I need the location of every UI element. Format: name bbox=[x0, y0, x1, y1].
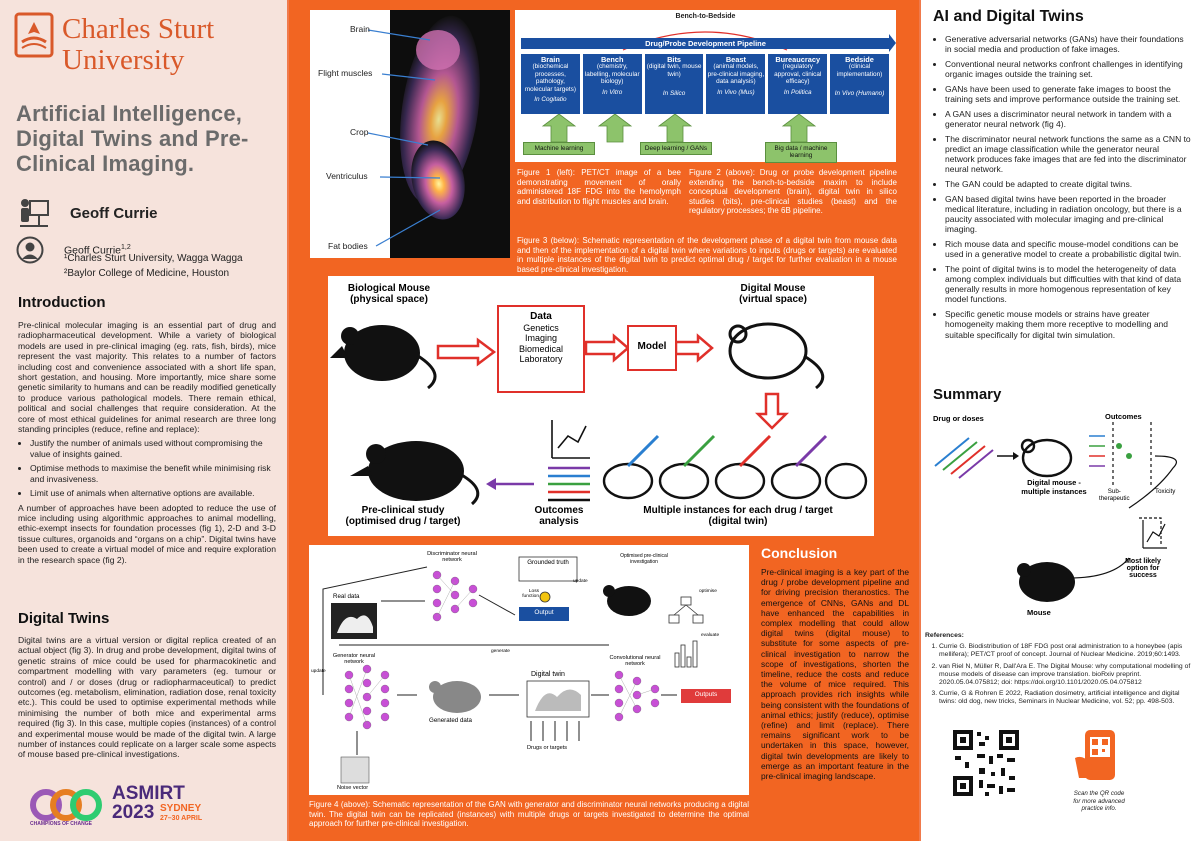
ai-digital-twins-bullets bbox=[933, 34, 1191, 340]
ai-digital-twins-heading: AI and Digital Twins bbox=[933, 8, 1084, 25]
list-item: • GANs have been used to generate fake images to boost the training sets and improve performance outside the training set. bbox=[945, 84, 1191, 104]
preclinical-mouse-icon bbox=[350, 441, 478, 504]
model-box: Model bbox=[637, 341, 667, 352]
reference-item: 1. Currie G. Biodistribution of 18F FDG post oral administration to a honeybee (apis mellifera); PET/CT proof of concept. Journal of Nuclear Medicine. 2019;60:1493. bbox=[939, 643, 1195, 659]
generated-mouse-icon bbox=[429, 681, 481, 713]
reference-item: 2. van Riel N, Müller R, Dall'Ara E. The Digital Mouse: why computational modelling of mouse models of disease can improve translation. bioRxiv preprint. 2020.05.04.075812; doi: https://doi.org/10.1101/2020.05.04.075812 bbox=[939, 663, 1195, 688]
biological-mouse-icon bbox=[330, 325, 435, 388]
optimise-label: optimise bbox=[699, 589, 717, 594]
outcomes-chart-icon bbox=[552, 420, 590, 458]
bench-to-bedside-label: Bench-to-Bedside bbox=[675, 13, 736, 20]
stage-brain: Brain (biochemical processes, pathology, molecular targets) In Cogitatio bbox=[521, 54, 580, 114]
figure-4-gan bbox=[309, 545, 749, 795]
label-fat-bodies: Fat bodies bbox=[328, 241, 368, 251]
generator-label: Generator neural network bbox=[332, 653, 376, 665]
conference-city: SYDNEY bbox=[160, 803, 202, 814]
list-item: • The discriminator neural network functions the same as a CNN to predict an image classification while the generator neural network produces fake images that are fed into the discriminator neural network. bbox=[945, 134, 1191, 175]
conference-name: ASMIRT bbox=[112, 783, 185, 804]
university-name-line2: University bbox=[62, 44, 185, 76]
poster-title: Artificial Intelligence, Digital Twins and Pre-Clinical Imaging. bbox=[16, 101, 249, 176]
most-likely-label: Most likely option for success bbox=[1125, 558, 1161, 579]
input-machine-learning: Machine learning bbox=[523, 142, 595, 155]
digital-twins-paragraph: Digital twins are a virtual version or digital replica created of an actual object (fig 3). In drug and probe development, digital twins of genetic strains of mice could be used for pharmacokinetic and compartment modelling with vary parameters (eg. tumour or control) and / or doses (drug or radiopharmaceutical) to predict outcomes (eg. metabolism, elimination, radiation dose, renal toxicity etc.). This could be used to optimise experimental methods while minimising the number of both mice and experimental arms required (fig 3). In this case, multiple copies (instances) of a control and experimental mouse would be made of the digital twin. A large number of instances could replicate on a larger scale some aspects of mouse based pre-clinical investigations. bbox=[18, 635, 276, 760]
list-item: • Justify the number of animals used without compromising the value of insights gained. bbox=[30, 438, 276, 459]
update-label: update bbox=[573, 579, 588, 584]
figure-1-caption: Figure 1 (left): PET/CT image of a bee demonstrating movement of orally administered 18F FDG into the hemolymph and distribution to flight muscles and brain. bbox=[517, 168, 681, 206]
figure-2-pipeline bbox=[515, 10, 896, 162]
mouse-icon bbox=[1017, 562, 1075, 602]
list-item: • Optimise methods to maximise the benefit while minimising risk and invasiveness. bbox=[30, 463, 276, 484]
digital-mouse-label: Digital Mouse (virtual space) bbox=[739, 283, 807, 305]
references-section bbox=[925, 632, 1195, 707]
optimised-mouse-icon bbox=[603, 585, 651, 616]
figure-4-drawing bbox=[309, 545, 749, 795]
real-data-label: Real data bbox=[333, 593, 360, 600]
syringe-icon bbox=[935, 438, 993, 478]
reference-item: 3. Currie, G & Rohren E 2022, Radiation dosimetry, artificial intelligence and digital twins: old dog, new tricks, Seminars in Nuclear Medicine, vol. 52; pp. 498-503. bbox=[939, 690, 1195, 706]
right-column bbox=[919, 0, 1200, 841]
summary-drawing bbox=[929, 408, 1195, 628]
drug-doses-label: Drug or doses bbox=[933, 414, 984, 423]
references-heading: References: bbox=[925, 632, 964, 639]
presenter-row bbox=[16, 196, 158, 230]
update-label-2: update bbox=[311, 669, 326, 674]
cnn-label: Convolutional neural network bbox=[609, 655, 661, 667]
list-item: • The GAN could be adapted to create digital twins. bbox=[945, 179, 1191, 189]
summary-diagram bbox=[929, 408, 1195, 628]
presenter-name: Geoff Currie bbox=[70, 204, 158, 222]
digital-mouse-outline-icon bbox=[730, 324, 823, 388]
drugs-targets-label: Drugs or targets bbox=[527, 745, 568, 751]
figure-4-caption: Figure 4 (above): Schematic representation of the GAN with generator and discriminator neural networks producing a digital twin. The digital twin can be replicated (instances) with multiple drugs or targets investigated to determine the optimal approach for further pre-clinical investigation. bbox=[309, 800, 749, 829]
introduction-paragraph-1: Pre-clinical molecular imaging is an essential part of drug and radiopharmaceutical development. While a variety of biological models are used in pre-clinical imaging (eg. rats, fish, birds), mice represent the vast majority. This relates to a number of factors including cost and convenience associated with a short life span, short gestation, and housing. More importantly, mice share some genetic similarity to humans and can be readily modified genetically to produce various pathological models. There remain ethical, political and social challenges that require consideration. At the core of most ethical guidelines for animal research are three long standing principles (reduce, refine and replace): bbox=[18, 320, 276, 435]
generate-label: generate bbox=[491, 649, 510, 654]
digital-twins-heading: Digital Twins bbox=[18, 610, 110, 627]
affiliations bbox=[64, 251, 243, 281]
summary-heading: Summary bbox=[933, 386, 1002, 403]
figure-3-caption: Figure 3 (below): Schematic representation of the development phase of a digital twin from mouse data and then of the implementation of a digital twin where variations to inputs (drugs or targets) are evaluated in multiple instances of the digital twin to predict optimal drug / target for further evaluation in a mouse based pre-clinical investigation. bbox=[517, 236, 897, 274]
presenter-icon bbox=[16, 196, 50, 230]
digital-mouse-label: Digital mouse - multiple instances bbox=[1021, 478, 1087, 496]
digital-twins-section bbox=[18, 610, 276, 760]
evaluate-label: evaluate bbox=[701, 633, 720, 638]
label-brain: Brain bbox=[350, 24, 370, 34]
author-name: Geoff Currie$^{1,2}$ bbox=[64, 243, 131, 257]
ai-digital-twins-section bbox=[933, 8, 1191, 344]
preclinical-study-label: Pre-clinical study (optimised drug / target) bbox=[345, 505, 461, 527]
affiliation-2: ²Baylor College of Medicine, Houston bbox=[64, 268, 230, 279]
grounded-truth-label: Grounded truth bbox=[527, 559, 569, 566]
qr-code[interactable] bbox=[951, 728, 1021, 798]
figure-3-drawing bbox=[328, 276, 874, 536]
qr-caption: Scan the QR code for more advanced practice info. bbox=[1073, 790, 1125, 812]
stage-bureaucracy: Bureaucracy (regulatory approval, clinical efficacy) In Politica bbox=[768, 54, 827, 114]
label-crop: Crop bbox=[350, 127, 369, 137]
conclusion-heading: Conclusion bbox=[761, 545, 838, 561]
digital-twin-label: Digital twin bbox=[531, 671, 565, 678]
loss-function-label: Loss function bbox=[522, 589, 539, 599]
label-flight-muscles: Flight muscles bbox=[318, 68, 373, 78]
noise-vector-label: Noise vector bbox=[337, 785, 369, 791]
university-crest-icon bbox=[14, 12, 54, 62]
list-item: • Rich mouse data and specific mouse-model conditions can be used in a generative model to create a probabilistic digital twin. bbox=[945, 239, 1191, 259]
stage-bench: Bench (chemistry, labelling, molecular biology) In Vitro bbox=[583, 54, 642, 114]
digital-mouse-outline-icon bbox=[1022, 440, 1071, 476]
list-item: • Generative adversarial networks (GANs) have their foundations in social media and production of fake images. bbox=[945, 34, 1191, 54]
discriminator-label: Discriminator neural network bbox=[427, 551, 477, 563]
pipeline-title: Drug/Probe Development Pipeline bbox=[645, 39, 766, 48]
introduction-heading: Introduction bbox=[18, 294, 106, 311]
mouse-label: Mouse bbox=[1027, 608, 1051, 617]
stage-bedside: Bedside (clinical implementation) In Vivo (Humano) bbox=[830, 54, 889, 114]
references-list bbox=[925, 643, 1195, 706]
conclusion-section bbox=[761, 545, 909, 781]
stage-bits: Bits (digital twin, mouse twin) In Silico bbox=[645, 54, 704, 114]
university-name-line1: Charles Sturt bbox=[62, 13, 215, 45]
figure-2-caption: Figure 2 (above): Drug or probe development pipeline extending the bench-to-bedside maxim to include conceptual development (brain), digital twin in silico studies (bits), pre-clinical studies (beast) and the regulatory processes; the 6B pipeline. bbox=[689, 168, 897, 216]
introduction-section bbox=[18, 294, 276, 565]
input-deep-learning: Deep learning / GANs bbox=[640, 142, 712, 155]
stage-beast: Beast (animal models, pre-clinical imaging, data analysis) In Vivo (Mus) bbox=[706, 54, 765, 114]
left-column bbox=[0, 0, 289, 841]
list-item: • A GAN uses a discriminator neural network in tandem with a generator neural network (fig 4). bbox=[945, 109, 1191, 129]
list-item: • The point of digital twins is to model the heterogeneity of data among complex individuals but difficulties with that kind of data generally results in more homogenous representation of key model functions. bbox=[945, 264, 1191, 305]
list-item: • GAN based digital twins have been reported in the broader medical literature, including in radiation oncology, but there is a paucity associated with molecular imaging and pre-clinical imaging. bbox=[945, 194, 1191, 235]
conference-year: 2023 bbox=[112, 802, 155, 823]
university-name bbox=[62, 14, 214, 76]
conference-dates: 27–30 APRIL bbox=[160, 815, 203, 822]
outputs-box: Outputs bbox=[694, 691, 718, 698]
pipeline-stages bbox=[521, 54, 889, 114]
outcomes-label: Outcomes bbox=[1105, 412, 1142, 421]
champions-text: CHAMPIONS OF CHANGE bbox=[30, 821, 92, 827]
outcomes-analysis-label: Outcomes analysis bbox=[534, 505, 584, 527]
figure-3-schematic bbox=[328, 276, 874, 536]
list-item: • Limit use of animals when alternative options are available. bbox=[30, 488, 276, 498]
conclusion-paragraph: Pre-clinical imaging is a key part of the drug / probe development pipeline and for driving precision theranostics. The emergence of CNNs, GANs and DL have enhanced the capabilities in complex modelling that could allow digital twins (digital mouse) to substitute for some aspects of pre-clinical investigation to narrow the scope of investigations, shorten the timeline, reduce the costs and reduce the volume of mice required. This approach provides rich insights while being consistent with the foundations of animal ethics; justify (reduce), optimise (refine) and limit (replace). There remains significant work to be undertaken in this space, however, digital twin developments are likely to emerge as an important feature in the pre-clinical imaging landscape. bbox=[761, 567, 909, 782]
optimised-label: Optimised pre-clinical investigation bbox=[620, 553, 668, 565]
figure-1-image bbox=[310, 10, 510, 258]
affiliation-1: ¹Charles Sturt University, Wagga Wagga bbox=[64, 253, 243, 264]
qr-code-icon bbox=[951, 728, 1021, 798]
conference-logo bbox=[30, 783, 270, 833]
biological-mouse-label: Biological Mouse (physical space) bbox=[347, 283, 431, 305]
introduction-paragraph-2: A number of approaches have been adopted to reduce the use of mice including using algorithmic approaches to animal modelling, ethic-exempt insects for foundation processes (fig 1), 2-D and 3-D tissue cultures, organoids and “organs on a chip”. Digital twins have been used to create a virtual model of mice and require exploration in the research space (fig 2). bbox=[18, 502, 276, 565]
phone-scan-icon bbox=[1069, 728, 1129, 784]
toxicity-label: Toxicity bbox=[1155, 488, 1176, 495]
user-icon bbox=[16, 236, 44, 264]
output-box: Output bbox=[534, 609, 554, 616]
input-big-data: Big data / machine learning bbox=[765, 142, 837, 163]
list-item: • Specific genetic mouse models or strains have greater homogeneity making them more receptive to modelling and suitable specifically for digital twin simulation. bbox=[945, 309, 1191, 340]
label-ventriculus: Ventriculus bbox=[326, 171, 368, 181]
multiple-instances-label: Multiple instances for each drug / target (digital twin) bbox=[643, 505, 833, 527]
bee-pet-ct-image bbox=[310, 10, 510, 258]
sub-therapeutic-label: Sub- therapeutic bbox=[1099, 488, 1130, 502]
generated-data-label: Generated data bbox=[429, 717, 473, 724]
list-item: • Conventional neural networks confront challenges in identifying organic images outside the training set. bbox=[945, 59, 1191, 79]
middle-column bbox=[289, 0, 919, 841]
introduction-bullets bbox=[18, 438, 276, 498]
data-box: Data Genetics Imaging Biomedical Laboratory bbox=[518, 311, 564, 364]
